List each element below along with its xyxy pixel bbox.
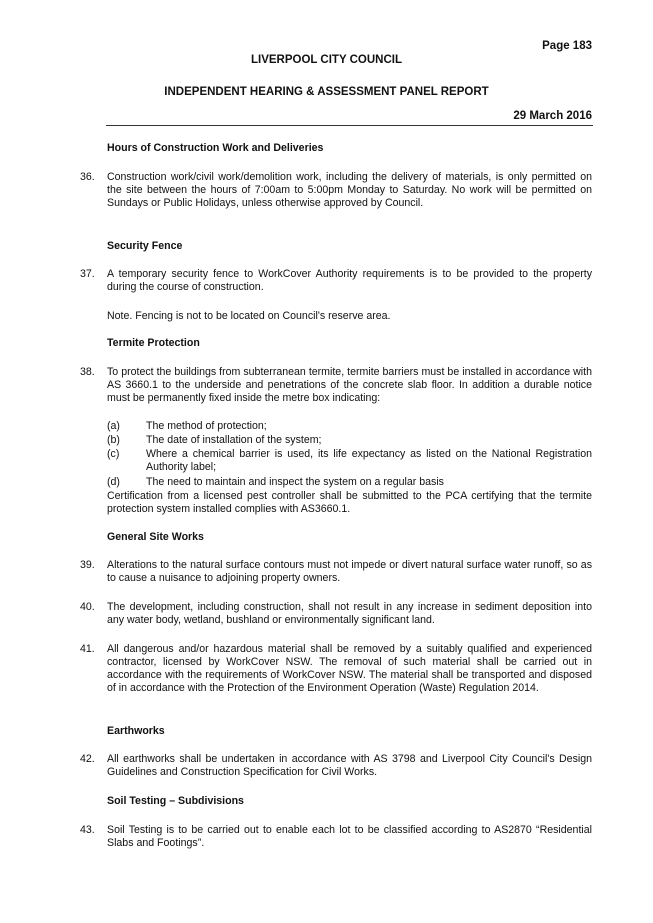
condition-text-42: All earthworks shall be undertaken in accordance with AS 3798 and Liverpool City Council's Design Guidelines and Construction Specification for Civil Works. [107, 753, 592, 778]
condition-number-39: 39. [80, 559, 95, 571]
condition-number-36: 36. [80, 171, 95, 183]
condition-number-37: 37. [80, 268, 95, 280]
termite-certification: Certification from a licensed pest controller shall be submitted to the PCA certifying that the termite protection system installed complies with AS3660.1. [107, 490, 592, 515]
condition-text-40: The development, including construction, shall not result in any increase in sediment deposition into any water body, wetland, bushland or environmentally significant land. [107, 601, 592, 626]
section-heading-fence: Security Fence [107, 240, 183, 252]
condition-text-38: To protect the buildings from subterranean termite, termite barriers must be installed in accordance with AS 3660.1 to the underside and penetrations of the concrete slab floor. In addition a durable notice must be permanently fixed inside the metre box indicating: [107, 366, 592, 404]
report-date: 29 March 2016 [513, 110, 592, 122]
condition-number-42: 42. [80, 753, 95, 765]
list-item-text: The date of installation of the system; [146, 434, 322, 446]
list-item-text: The need to maintain and inspect the system on a regular basis [146, 476, 444, 488]
council-name: LIVERPOOL CITY COUNCIL [250, 54, 402, 66]
list-item-text: The method of protection; [146, 420, 267, 432]
condition-number-38: 38. [80, 366, 95, 378]
section-heading-soil: Soil Testing – Subdivisions [107, 795, 244, 807]
list-item-label: (d) [107, 476, 120, 488]
condition-text-39: Alterations to the natural surface contours must not impede or divert natural surface water runoff, so as to cause a nuisance to adjoining property owners. [107, 559, 592, 584]
section-heading-hours: Hours of Construction Work and Deliveries [107, 142, 324, 154]
list-item-label: (a) [107, 420, 120, 432]
section-heading-general: General Site Works [107, 531, 204, 543]
page-number: Page 183 [542, 40, 592, 52]
condition-text-37: A temporary security fence to WorkCover Authority requirements is to be provided to the property during the course of construction. [107, 268, 592, 293]
section-heading-earthworks: Earthworks [107, 725, 165, 737]
condition-text-43: Soil Testing is to be carried out to enable each lot to be classified according to AS2870 “Residential Slabs and Footings”. [107, 824, 592, 849]
list-item-text: Where a chemical barrier is used, its life expectancy as listed on the National Registration Authority label; [146, 448, 592, 473]
report-title: INDEPENDENT HEARING & ASSESSMENT PANEL REPORT [164, 86, 489, 98]
condition-text-41: All dangerous and/or hazardous material shall be removed by a suitably qualified and experienced contractor, licensed by WorkCover NSW. The removal of such material shall be carried out in accordance with the requirements of WorkCover NSW. The material shall be transported and disposed of in accordance with the Protection of the Environment Operation (Waste) Regulation 2014. [107, 643, 592, 694]
condition-number-41: 41. [80, 643, 95, 655]
condition-number-43: 43. [80, 824, 95, 836]
condition-text-36: Construction work/civil work/demolition work, including the delivery of materials, is only permitted on the site between the hours of 7:00am to 5:00pm Monday to Saturday. No work will be permitted on Sundays or Public Holidays, unless otherwise approved by Council. [107, 171, 592, 209]
fence-note: Note. Fencing is not to be located on Council's reserve area. [107, 310, 391, 322]
list-item-label: (b) [107, 434, 120, 446]
header-rule [106, 125, 593, 126]
section-heading-termite: Termite Protection [107, 337, 200, 349]
condition-number-40: 40. [80, 601, 95, 613]
list-item-label: (c) [107, 448, 120, 460]
